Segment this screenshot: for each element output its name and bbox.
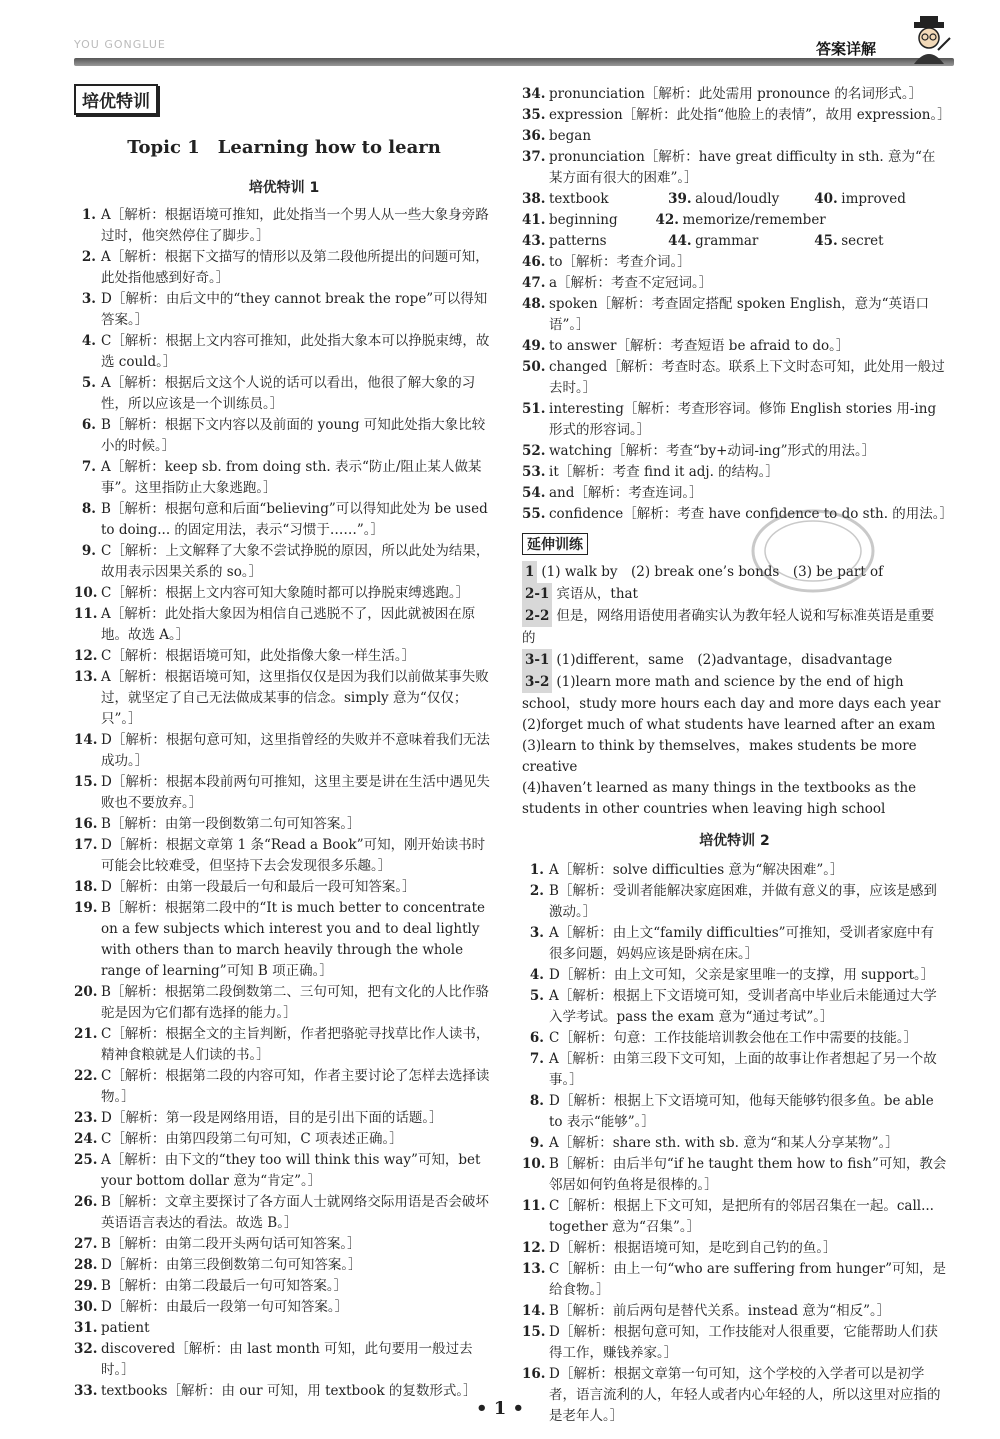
answer-text: D［解析：由第三段倒数第二句可知答案。］ — [101, 1257, 362, 1273]
answer-text: and［解析：考查连词。］ — [549, 485, 703, 501]
answer-number: 24. — [74, 1131, 98, 1147]
answer-text: C［解析：由上一句“who are suffering from hunger”可知，是给食物。］ — [549, 1261, 947, 1298]
answer-item — [74, 1276, 494, 1297]
answer-item — [668, 189, 814, 210]
answer-number: 31. — [74, 1320, 98, 1336]
answer-number: 49. — [522, 338, 546, 354]
answer-item — [74, 604, 494, 646]
answer-number: 26. — [74, 1194, 98, 1210]
answer-item — [522, 336, 947, 357]
answer-text: pronunciation［解析：have great difficulty in sth. 意为“在某方面有很大的困难”。］ — [549, 149, 936, 186]
answer-text: C［解析：根据第二段的内容可知，作者主要讨论了怎样去选择读物。］ — [101, 1068, 490, 1105]
answer-item — [74, 1108, 494, 1129]
answer-item — [74, 646, 494, 667]
answer-item — [522, 881, 947, 923]
answer-item — [522, 1259, 947, 1301]
answer-item — [522, 357, 947, 399]
answer-item — [74, 898, 494, 982]
answer-number: 37. — [522, 149, 546, 165]
answer-item — [522, 1133, 947, 1154]
answer-item — [74, 1066, 494, 1108]
answer-text: B［解析：文章主要探讨了各方面人士就网络交际用语是否会破坏英语语言表达的看法。故选 B。］ — [101, 1194, 489, 1231]
answer-item — [74, 1318, 494, 1339]
answer-item — [814, 231, 947, 252]
extension-item-label: 2-1 — [522, 583, 552, 605]
answer-number: 6. — [81, 417, 96, 433]
page-number: • 1 • — [475, 1398, 525, 1419]
answer-number: 30. — [74, 1299, 98, 1315]
answer-item — [814, 189, 947, 210]
answer-number: 9. — [529, 1135, 544, 1151]
answer-text: B［解析：根据下文内容以及前面的 young 可知此处指大象比较小的时候。］ — [101, 417, 486, 454]
answer-item — [74, 835, 494, 877]
answer-item — [522, 441, 947, 462]
answer-text: A［解析：solve difficulties 意为“解决困难”。］ — [549, 862, 844, 878]
answer-text: B［解析：由第二段开头两句话可知答案。］ — [101, 1236, 361, 1252]
answer-item — [522, 147, 947, 189]
answer-item — [522, 483, 947, 504]
answer-text: D［解析：根据文章第 1 条“Read a Book”可知，刚开始读书时可能会比较难受，但坚持下去会发现很多乐趣。］ — [101, 837, 486, 874]
answer-text: textbooks［解析：由 our 可知，用 textbook 的复数形式。］ — [101, 1383, 477, 1399]
answer-item — [522, 210, 656, 231]
right-answer-list-a — [522, 84, 951, 189]
answer-item — [522, 1049, 947, 1091]
answer-number: 17. — [74, 837, 98, 853]
extension-plain-list — [522, 715, 947, 820]
answer-number: 1. — [81, 207, 96, 223]
answer-text: A［解析：此处指大象因为相信自己逃脱不了，因此就被困在原地。故选 A。］ — [101, 606, 476, 643]
answer-item — [522, 126, 947, 147]
answer-item — [522, 504, 954, 525]
answer-text: B［解析：前后两句是替代关系。instead 意为“相反”。］ — [549, 1303, 891, 1319]
answer-number: 55. — [522, 506, 546, 522]
answer-text: expression［解析：此处指“他脸上的表情”，故用 expression。］ — [549, 107, 951, 123]
answer-number: 28. — [74, 1257, 98, 1273]
answer-text: A［解析：根据下文描写的情形以及第二段他所提出的问题可知，此处指他感到好奇。］ — [101, 249, 489, 286]
section-label: 培优特训 — [74, 84, 158, 115]
answer-item — [74, 415, 494, 457]
answer-item — [522, 273, 947, 294]
answer-text: changed［解析：考查时态。联系上下文时态可知，此处用一般过去时。］ — [549, 359, 945, 396]
answer-item — [522, 1196, 947, 1238]
answer-text: patient — [101, 1320, 150, 1336]
answer-item — [74, 1024, 494, 1066]
answer-number: 46. — [522, 254, 546, 270]
answer-number: 12. — [522, 1240, 546, 1256]
watermark-stamp-icon — [748, 503, 878, 599]
right-column — [522, 84, 954, 1427]
answer-number: 2. — [81, 249, 96, 265]
answer-number: 39. — [668, 191, 692, 207]
answer-text: interesting［解析：考查形容词。修饰 English stories 用-ing 形式的形容词。］ — [549, 401, 937, 438]
answer-item — [522, 860, 947, 881]
answer-text: A［解析：keep sb. from doing sth. 表示“防止/阻止某人做某事”。这里指防止大象逃跑。］ — [101, 459, 482, 496]
answer-item — [522, 986, 947, 1028]
answer-text: D［解析：根据语境可知，是吃到自己钓的鱼。］ — [549, 1240, 837, 1256]
extension-item-label: 2-2 — [522, 605, 552, 627]
answer-number: 42. — [655, 212, 679, 228]
answer-text: D［解析：根据句意可知，这里指曾经的失败并不意味着我们无法成功。］ — [101, 732, 490, 769]
answer-text: improved — [841, 191, 906, 207]
answer-item — [668, 231, 814, 252]
answer-item — [74, 373, 494, 415]
answer-number: 45. — [814, 233, 838, 249]
answer-number: 10. — [74, 585, 98, 601]
answer-text: D［解析：由第一段最后一句和最后一段可知答案。］ — [101, 879, 416, 895]
right-answer-list-c — [522, 860, 947, 1427]
answer-number: 53. — [522, 464, 546, 480]
answer-number: 9. — [81, 543, 96, 559]
answer-number: 13. — [74, 669, 98, 685]
answer-text: grammar — [695, 233, 759, 249]
answer-text: discovered［解析：由 last month 可知，此句要用一般过去时。］ — [101, 1341, 473, 1378]
answer-text: C［解析：根据上文内容可推知，此处指大象本可以挣脱束缚，故选 could。］ — [101, 333, 490, 370]
subsection-title-2: 培优特训 2 — [699, 833, 770, 849]
answer-item — [74, 1297, 494, 1318]
answer-item — [522, 84, 947, 105]
answer-item — [74, 205, 494, 247]
answer-number: 52. — [522, 443, 546, 459]
extension-item-text: 但是，网络用语使用者确实认为教年轻人说和写标准英语是重要的 — [522, 608, 935, 646]
answer-item — [522, 1154, 947, 1196]
answer-number: 15. — [522, 1324, 546, 1340]
answer-number: 54. — [522, 485, 546, 501]
answer-text: A［解析：share sth. with sb. 意为“和某人分享某物”。］ — [549, 1135, 899, 1151]
answer-number: 48. — [522, 296, 546, 312]
answer-item — [74, 814, 494, 835]
answer-number: 7. — [529, 1051, 544, 1067]
answer-item — [522, 1322, 947, 1364]
answer-row — [522, 210, 947, 231]
answer-item — [74, 982, 494, 1024]
answer-number: 11. — [74, 606, 98, 622]
extension-item — [522, 649, 947, 671]
answer-number: 34. — [522, 86, 546, 102]
right-answer-list-b — [522, 252, 954, 525]
answer-text: to answer［解析：考查短语 be afraid to do。］ — [549, 338, 850, 354]
answer-text — [850, 212, 853, 228]
answer-text: A［解析：根据语境可推知，此处指当一个男人从一些大象身旁路过时，他突然停住了脚步。］ — [101, 207, 489, 244]
answer-item — [74, 1234, 494, 1255]
answer-item — [522, 252, 947, 273]
answer-number: 27. — [74, 1236, 98, 1252]
answer-item — [74, 1150, 494, 1192]
answer-text: D［解析：由后文中的“they cannot break the rope”可以得知答案。］ — [101, 291, 488, 328]
answer-number: 43. — [522, 233, 546, 249]
answer-number: 8. — [81, 501, 96, 517]
left-answer-list — [74, 205, 494, 1402]
answer-number: 14. — [74, 732, 98, 748]
answer-item — [74, 541, 494, 583]
answer-text: B［解析：由第二段最后一句可知答案。］ — [101, 1278, 348, 1294]
answer-number: 41. — [522, 212, 546, 228]
answer-text: to［解析：考查介词。］ — [549, 254, 691, 270]
answer-item — [522, 189, 668, 210]
extension-continuation-line: (4)haven’t learned as many things in the textbooks as the students in other countries when leaving high school — [522, 780, 917, 817]
answer-text: D［解析：由最后一段第一句可知答案。］ — [101, 1299, 349, 1315]
answer-item — [74, 331, 494, 373]
answer-text: D［解析：根据文章第一句可知，这个学校的入学者可以是初学者，语言流利的人，年轻人或者内心年轻的人，所以这里对应指的是老年人。］ — [549, 1366, 941, 1424]
topic-title: Topic 1 Learning how to learn — [127, 137, 441, 158]
answer-text: C［解析：上文解释了大象不尝试挣脱的原因，所以此处为结果，故用表示因果关系的 so。］ — [101, 543, 490, 580]
answer-item — [74, 583, 494, 604]
extension-item-text: (1)learn more math and science by the end of high school，study more hours each day and more days each year — [522, 674, 941, 712]
answer-text: B［解析：根据第二段中的“It is much better to concentrate on a few subjects which interest you and to deal lightly with others than to march heavily through the whole range of learning”可知 B 项正确。］ — [101, 900, 485, 979]
answer-number: 12. — [74, 648, 98, 664]
answer-number: 10. — [522, 1156, 546, 1172]
answer-item — [74, 247, 494, 289]
answer-number: 22. — [74, 1068, 98, 1084]
answer-number: 25. — [74, 1152, 98, 1168]
answer-text: B［解析：由第一段倒数第二句可知答案。］ — [101, 816, 361, 832]
answer-text: B［解析：由后半句“if he taught them how to fish”可知，教会邻居如何钓鱼将是很棒的。］ — [549, 1156, 947, 1193]
answer-number: 14. — [522, 1303, 546, 1319]
answer-text: pronunciation［解析：此处需用 pronounce 的名词形式。］ — [549, 86, 923, 102]
answer-number: 3. — [81, 291, 96, 307]
answer-text: C［解析：根据上下文可知，是把所有的邻居召集在一起。call... together 意为“召集”。］ — [549, 1198, 934, 1235]
answer-item — [74, 1192, 494, 1234]
answer-text: C［解析：根据语境可知，此处指像大象一样生活。］ — [101, 648, 416, 664]
answer-number: 20. — [74, 984, 98, 1000]
answer-item — [522, 1238, 947, 1259]
answer-item — [522, 1028, 947, 1049]
answer-number: 5. — [529, 988, 544, 1004]
answer-item — [826, 210, 948, 231]
extension-item-text: 宾语从，that — [556, 586, 638, 602]
answer-number: 7. — [81, 459, 96, 475]
header-title: 答案详解 — [816, 40, 877, 58]
answer-text: D［解析：根据句意可知，工作技能对人很重要，它能帮助人们获得工作，赚钱养家。］ — [549, 1324, 938, 1361]
extension-continuation-line: (2)forget much of what students have learned after an exam — [522, 717, 936, 733]
answer-number: 4. — [529, 967, 544, 983]
answer-text: B［解析：根据第二段倒数第二、三句可知，把有文化的人比作骆驼是因为它们都有选择的能力。］ — [101, 984, 489, 1021]
answer-number: 13. — [522, 1261, 546, 1277]
answer-text: beginning — [549, 212, 618, 228]
extension-item — [522, 605, 947, 649]
answer-item — [74, 772, 494, 814]
answer-number: 3. — [529, 925, 544, 941]
answer-text: confidence［解析：考查 have confidence to do sth. 的用法。］ — [549, 506, 954, 522]
answer-number: 18. — [74, 879, 98, 895]
answer-number: 15. — [74, 774, 98, 790]
answer-item — [522, 965, 947, 986]
extension-item-label: 3-2 — [522, 671, 552, 693]
answer-item — [74, 667, 494, 730]
answer-number: 11. — [522, 1198, 546, 1214]
answer-text: C［解析：句意：工作技能培训教会他在工作中需要的技能。］ — [549, 1030, 918, 1046]
answer-text: A［解析：由上文“family difficulties”可推知，受训者家庭中有很多问题，妈妈应该是卧病在床。］ — [549, 925, 935, 962]
answer-number: 47. — [522, 275, 546, 291]
answer-text: B［解析：根据句意和后面“believing”可以得知此处为 be used to doing... 的固定用法，表示“习惯于……”。］ — [101, 501, 488, 538]
answer-number: 5. — [81, 375, 96, 391]
extension-continuation-line: (3)learn to think by themselves，makes students be more creative — [522, 738, 917, 775]
extension-item-text: (1) walk by (2) break one’s bonds (3) be part of — [541, 564, 884, 580]
answer-text: memorize/remember — [682, 212, 826, 228]
answer-number: 8. — [529, 1093, 544, 1109]
answer-text: secret — [841, 233, 884, 249]
extension-item-text: (1)different，same (2)advantage，disadvantage — [556, 652, 893, 668]
extension-list — [522, 561, 947, 715]
extension-item-label: 3-1 — [522, 649, 552, 671]
answer-text: C［解析：根据上文内容可知大象随时都可以挣脱束缚逃跑。］ — [101, 585, 470, 601]
answer-text: D［解析：根据上下文语境可知，他每天能够钓很多鱼。be able to 表示“能够”。］ — [549, 1093, 934, 1130]
answer-text: a［解析：考查不定冠词。］ — [549, 275, 713, 291]
header-brand: YOU GONGLUE — [74, 38, 166, 51]
extension-item — [522, 583, 947, 605]
header-bar — [74, 58, 954, 66]
extension-item-label: 1 — [522, 561, 537, 583]
answer-number: 4. — [81, 333, 96, 349]
answer-number: 23. — [74, 1110, 98, 1126]
answer-item — [74, 730, 494, 772]
answer-item — [522, 1301, 947, 1322]
answer-item — [74, 457, 494, 499]
answer-number: 51. — [522, 401, 546, 417]
answer-text: D［解析：第一段是网络用语，目的是引出下面的话题。］ — [101, 1110, 443, 1126]
answer-number: 1. — [529, 862, 544, 878]
answer-number: 19. — [74, 900, 98, 916]
answer-item — [74, 1339, 494, 1381]
answer-item — [74, 1255, 494, 1276]
extension-item — [522, 671, 947, 715]
answer-item — [74, 289, 494, 331]
answer-number: 29. — [74, 1278, 98, 1294]
subsection-title-1: 培优特训 1 — [248, 180, 320, 196]
answer-item — [74, 877, 494, 898]
answer-item — [656, 210, 826, 231]
answer-text: it［解析：考查 find it adj. 的结构。］ — [549, 464, 779, 480]
answer-text: D［解析：根据本段前两句可推知，这里主要是讲在生活中遇见失败也不要放弃。］ — [101, 774, 490, 811]
answer-text: A［解析：根据后文这个人说的话可以看出，他很了解大象的习性，所以应该是一个训练员。］ — [101, 375, 476, 412]
left-column — [74, 84, 494, 1402]
answer-row — [522, 231, 947, 252]
answer-item — [522, 462, 947, 483]
answer-text: A［解析：由下文的“they too will think this way”可知，bet your bottom dollar 意为“肯定”。］ — [101, 1152, 481, 1189]
answer-item — [522, 1091, 947, 1133]
right-answer-grid — [522, 189, 947, 252]
answer-text: aloud/loudly — [695, 191, 780, 207]
answer-text: began — [549, 128, 592, 144]
extension-item — [522, 561, 947, 583]
answer-item — [74, 1129, 494, 1150]
answer-text: textbook — [549, 191, 609, 207]
answer-item — [522, 294, 947, 336]
answer-item — [522, 923, 947, 965]
answer-text: A［解析：由第三段下文可知，上面的故事让作者想起了另一个故事。］ — [549, 1051, 937, 1088]
answer-text: B［解析：受训者能解决家庭困难，并做有意义的事，应该是感到激动。］ — [549, 883, 937, 920]
answer-number: 44. — [668, 233, 692, 249]
answer-text: A［解析：根据语境可知，这里指仅仅是因为我们以前做某事失败过，就坚定了自己无法做成某事的信念。simply 意为“仅仅；只”。］ — [101, 669, 489, 727]
answer-number: 36. — [522, 128, 546, 144]
answer-number: 33. — [74, 1383, 98, 1399]
answer-text: C［解析：根据全文的主旨判断，作者把骆驼寻找草比作人读书，精神食粮就是人们读的书。］ — [101, 1026, 490, 1063]
extension-label: 延伸训练 — [522, 533, 588, 555]
mascot-icon — [908, 14, 952, 66]
answer-row — [522, 189, 947, 210]
answer-text: C［解析：由第四段第二句可知，C 项表述正确。］ — [101, 1131, 403, 1147]
answer-number: 40. — [814, 191, 838, 207]
answer-number: 16. — [522, 1366, 546, 1382]
answer-item — [522, 231, 668, 252]
answer-item — [522, 105, 951, 126]
answer-text: patterns — [549, 233, 607, 249]
answer-text: spoken［解析：考查固定搭配 spoken English，意为“英语口语”。］ — [549, 296, 930, 333]
answer-item — [74, 499, 494, 541]
answer-number: 21. — [74, 1026, 98, 1042]
answer-number: 32. — [74, 1341, 98, 1357]
answer-number: 2. — [529, 883, 544, 899]
answer-text: watching［解析：考查“by+动词-ing”形式的用法。］ — [549, 443, 876, 459]
answer-number: 50. — [522, 359, 546, 375]
answer-text: D［解析：由上文可知，父亲是家里唯一的支撑，用 support。］ — [549, 967, 935, 983]
answer-number: 16. — [74, 816, 98, 832]
answer-text: A［解析：根据上下文语境可知，受训者高中毕业后未能通过大学入学考试。pass the exam 意为“通过考试”。］ — [549, 988, 937, 1025]
answer-number: 6. — [529, 1030, 544, 1046]
answer-number: 38. — [522, 191, 546, 207]
answer-item — [522, 399, 947, 441]
answer-number: 35. — [522, 107, 546, 123]
